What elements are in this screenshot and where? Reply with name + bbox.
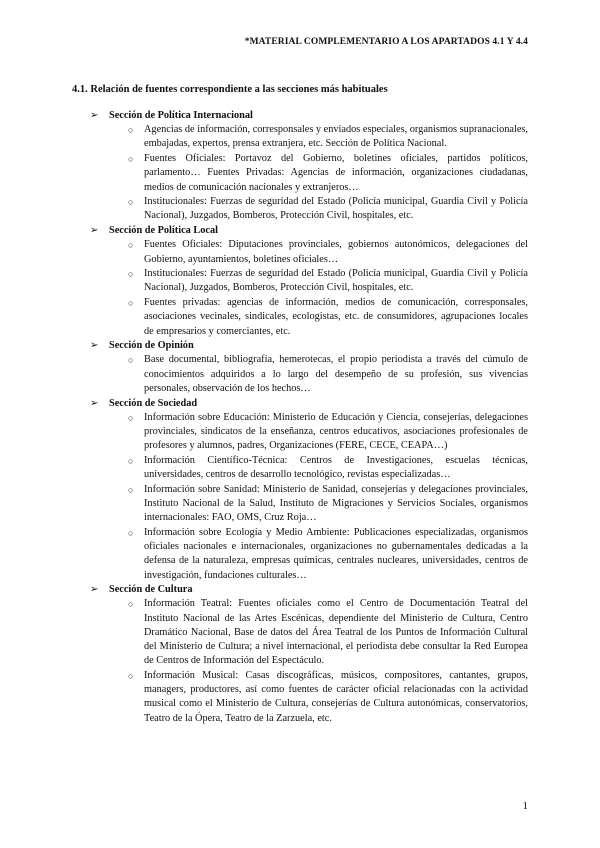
- list-item: ○ Información sobre Ecología y Medio Ambiente: Publicaciones especializadas, organismos oficiales nacionales e internacionales, organizaciones no gubernamentales dedicadas a la defensa de la naturaleza, empresas químicas, centrales nucleares, universidades, centros de investigación, fundaciones culturales…: [128, 526, 528, 581]
- circle-bullet-icon: ○: [128, 197, 134, 208]
- section-title: Sección de Opinión: [109, 340, 194, 352]
- list-item: ○ Fuentes Oficiales: Diputaciones provinciales, gobiernos autonómicos, delegaciones del Gobierno, ayuntamientos, boletines oficiales…: [128, 239, 528, 265]
- circle-bullet-icon: ○: [128, 527, 134, 538]
- circle-bullet-icon: ○: [128, 670, 134, 681]
- page-header: *MATERIAL COMPLEMENTARIO A LOS APARTADOS 4.1 Y 4.4: [244, 37, 528, 47]
- section-title: Sección de Política Internacional: [109, 110, 253, 121]
- arrow-bullet-icon: ➢: [90, 110, 99, 121]
- arrow-bullet-icon: ➢: [90, 340, 99, 352]
- document-body: [90, 109, 528, 726]
- section-cultura: [90, 583, 528, 726]
- section-title: Sección de Sociedad: [109, 397, 198, 409]
- list-item: ○ Información sobre Sanidad: Ministerio de Sanidad, consejerías y delegaciones provinciales, Instituto Nacional de la Salud, Instituto de Migraciones y Servicios Sociales, organismos internacionales: FAO, OMS, Cruz Roja…: [128, 483, 528, 524]
- section-sociedad: [90, 397, 528, 583]
- circle-bullet-icon: ○: [128, 455, 134, 466]
- arrow-bullet-icon: ➢: [90, 225, 99, 237]
- circle-bullet-icon: ○: [128, 125, 134, 136]
- list-item: ○ Fuentes privadas: agencias de información, medios de comunicación, corresponsales, asociaciones vecinales, sindicales, ecologistas, etc. de consumidores, agrupaciones locales de empresarios y comerciantes, etc.: [128, 297, 528, 337]
- list-item: ○ Información Musical: Casas discográficas, músicos, compositores, cantantes, grupos, managers, productores, así como fuentes de carácter oficial relacionadas con la actividad musical como el Ministerio de Cultura, consejerías de Cultura autonómicas, conservatorios, Teatro de la Ópera, Teatro de la Zarzuela, etc.: [128, 669, 528, 724]
- circle-bullet-icon: ○: [128, 412, 134, 423]
- circle-bullet-icon: ○: [128, 240, 134, 251]
- list-item: ○ Información Científico-Técnica: Centros de Investigaciones, escuelas técnicas, universidades, centros de desarrollo tecnológico, revistas especializadas…: [128, 454, 528, 481]
- arrow-bullet-icon: ➢: [90, 584, 99, 596]
- list-item: ○ Institucionales: Fuerzas de seguridad del Estado (Policía municipal, Guardia Civil y Policía Nacional), Juzgados, Bomberos, Protección Civil, hospitales, etc.: [128, 196, 528, 222]
- section-opinion: [90, 339, 528, 396]
- circle-bullet-icon: ○: [128, 484, 134, 495]
- circle-bullet-icon: ○: [128, 355, 134, 366]
- circle-bullet-icon: ○: [128, 298, 134, 309]
- section-politica-internacional: [90, 109, 528, 224]
- section-title: Sección de Cultura: [109, 584, 193, 596]
- list-item: ○ Información sobre Educación: Ministerio de Educación y Ciencia, consejerías, delegaciones provinciales, sindicatos de la enseñanza, centros educativos, asociaciones profesionales de profesores y alumnos, padres, Organizaciones (FERE, CECE, CEAPA…): [128, 411, 528, 452]
- section-heading: 4.1. Relación de fuentes correspondiente a las secciones más habituales: [72, 84, 388, 95]
- section-politica-local: [90, 224, 528, 339]
- list-item: ○ Fuentes Oficiales: Portavoz del Gobierno, boletines oficiales, partidos políticos, parlamento… Fuentes Privadas: Agencias de información, organizaciones ciudadanas, medios de comunicación nacionales y extranjeros…: [128, 153, 528, 193]
- list-item: ○ Agencias de información, corresponsales y enviados especiales, organismos supranacionales, embajadas, expertos, prensa extranjera, etc. Sección de Política Nacional.: [128, 124, 528, 150]
- circle-bullet-icon: ○: [128, 269, 134, 280]
- circle-bullet-icon: ○: [128, 154, 134, 165]
- list-item: ○ Información Teatral: Fuentes oficiales como el Centro de Documentación Teatral del Instituto Nacional de las Artes Escénicas, dependiente del Ministerio de Cultura, Centro Dramático Nacional, Base de datos del Área Teatral de los Puntos de Información Cultural del Ministerio de Cultura; a nivel internacional, el periodista debe consultar la Red Europea de Centros de Información del Espectáculo.: [128, 598, 528, 667]
- section-title: Sección de Política Local: [109, 225, 218, 237]
- list-item: ○ Institucionales: Fuerzas de seguridad del Estado (Policía municipal, Guardia Civil y Policía Nacional), Juzgados, Bomberos, Protección Civil, hospitales, etc.: [128, 268, 528, 294]
- page-number: 1: [522, 800, 528, 812]
- list-item: ○ Base documental, bibliografía, hemerotecas, el propio periodista a través del cúmulo de conocimientos adquiridos a lo largo del desempeño de su profesión, sus vivencias personales, observación de los hechos…: [128, 354, 528, 394]
- arrow-bullet-icon: ➢: [90, 397, 99, 409]
- circle-bullet-icon: ○: [128, 599, 134, 610]
